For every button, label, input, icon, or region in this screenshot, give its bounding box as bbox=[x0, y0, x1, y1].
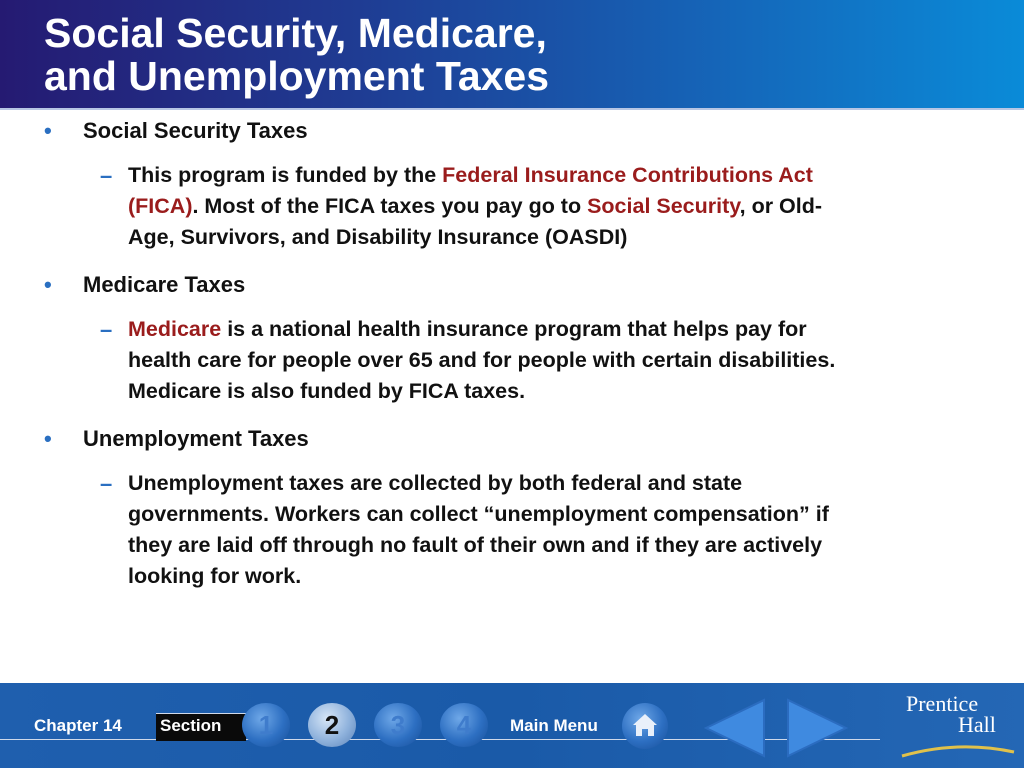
text-run: , or Old- bbox=[739, 194, 823, 218]
text-run: looking for work. bbox=[128, 564, 302, 588]
description-line bbox=[128, 376, 988, 407]
text-run: . Most of the FICA taxes you pay go to bbox=[192, 194, 588, 218]
description-line bbox=[128, 160, 988, 191]
key-term: Medicare bbox=[128, 317, 222, 341]
slide-title-line-1: Social Security, Medicare, bbox=[44, 10, 547, 56]
logo-swoosh bbox=[900, 742, 1016, 760]
topic-label: Unemployment Taxes bbox=[83, 426, 309, 451]
home-icon bbox=[622, 703, 668, 749]
topic-label: Social Security Taxes bbox=[83, 118, 308, 143]
description-line bbox=[128, 191, 988, 222]
logo-line-2: Hall bbox=[958, 712, 996, 737]
text-run: This program is funded by the bbox=[128, 163, 443, 187]
text-run: governments. Workers can collect “unemployment compensation” if bbox=[128, 502, 829, 526]
bullet-icon: • bbox=[44, 272, 52, 297]
chapter-label: Chapter 14 bbox=[34, 716, 122, 735]
key-term: Social Security bbox=[587, 194, 740, 218]
text-run: Unemployment taxes are collected by both federal and state bbox=[128, 471, 743, 495]
text-run: they are laid off through no fault of their own and if they are actively bbox=[128, 533, 823, 557]
key-term: Federal Insurance Contributions Act bbox=[442, 163, 813, 187]
topic-description bbox=[128, 314, 988, 407]
slide-title-line-2: and Unemployment Taxes bbox=[44, 53, 550, 99]
section-2-button[interactable]: 2 bbox=[308, 703, 356, 747]
topic-description bbox=[128, 468, 988, 592]
title-divider bbox=[0, 108, 1024, 110]
topic-description bbox=[128, 160, 988, 253]
dash-icon: – bbox=[100, 471, 113, 496]
dash-icon: – bbox=[100, 317, 113, 342]
description-line bbox=[128, 314, 988, 345]
bullet-icon: • bbox=[44, 118, 52, 143]
previous-slide-button[interactable] bbox=[700, 696, 772, 760]
description-line bbox=[128, 561, 988, 592]
text-run: Age, Survivors, and Disability Insurance (OASDI) bbox=[128, 225, 628, 249]
key-term: (FICA) bbox=[128, 194, 193, 218]
dash-icon: – bbox=[100, 163, 113, 188]
main-menu-link[interactable]: Main Menu bbox=[510, 716, 598, 735]
description-line bbox=[128, 345, 988, 376]
section-3-button[interactable]: 3 bbox=[374, 703, 422, 747]
section-label: Section bbox=[160, 716, 222, 735]
slide-title bbox=[44, 12, 549, 98]
text-run: Medicare is also funded by FICA taxes. bbox=[128, 379, 526, 403]
bullet-icon: • bbox=[44, 426, 52, 451]
arrow-right-icon bbox=[788, 700, 846, 756]
text-run: health care for people over 65 and for people with certain disabilities. bbox=[128, 348, 836, 372]
section-1-button[interactable]: 1 bbox=[242, 703, 290, 747]
topic-label: Medicare Taxes bbox=[83, 272, 246, 297]
publisher-logo bbox=[906, 693, 996, 735]
next-slide-button[interactable] bbox=[780, 696, 852, 760]
description-line bbox=[128, 468, 988, 499]
text-run: is a national health insurance program that helps pay for bbox=[221, 317, 807, 341]
description-line bbox=[128, 499, 988, 530]
arrow-left-icon bbox=[706, 700, 764, 756]
description-line bbox=[128, 222, 988, 253]
home-button[interactable] bbox=[622, 703, 668, 749]
section-4-button[interactable]: 4 bbox=[440, 703, 488, 747]
logo-line-1: Prentice bbox=[906, 691, 979, 716]
description-line bbox=[128, 530, 988, 561]
